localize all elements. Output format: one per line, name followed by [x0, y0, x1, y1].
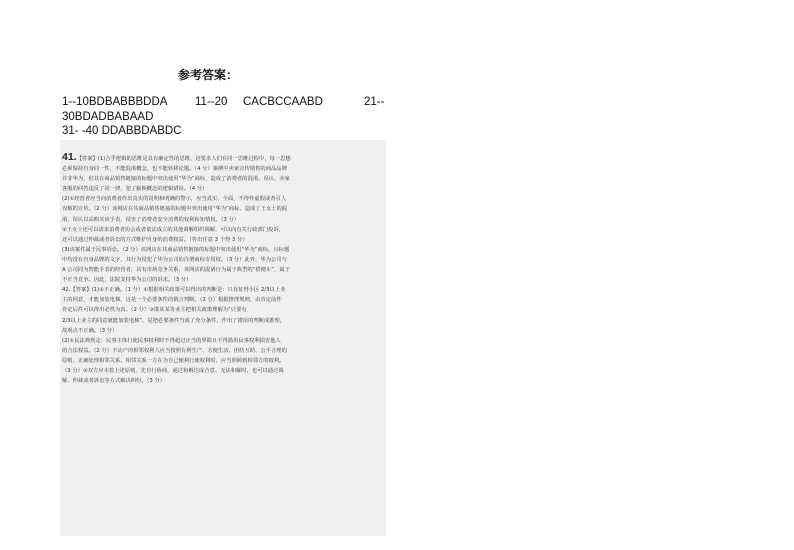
answer-explanations [62, 152, 384, 386]
q41-line: 41.【答案】(1)合乎逻辑的思维是具有确定性的思维，这要求人们在同一思维过程中，每一思想 [62, 152, 291, 163]
q42-line: 主的同意，才能加装电梯，这是一个必要条件的假言判断。（2 分）根据推理规则，由肯定前件 [62, 297, 282, 304]
q41-line: 误解的宣传。（2 分）该网店在其商品销售链接的标题中突出使用“华为”商标，造成了王女士的混 [62, 206, 288, 213]
q41-line: 还可以通过仲裁或者诉讼的方式维护自身的消费权益。（答出任意 3 个得 3 分） [62, 236, 248, 243]
answer-line-2: 30BDADBABAAD [62, 111, 154, 123]
q42-line: 解、仲裁或者诉讼等方式解决纠纷。（3 分） [62, 378, 166, 385]
answer-line-3: 31- -40 DDABBDABDC [62, 125, 182, 137]
q42-line: （3 分）②双方应本着上述原则，先自行协商，通过和解达成合意。无法和解时，也可以通过调 [62, 367, 284, 374]
q41-number: 41. [62, 152, 77, 163]
answer-range-1-10: 1--10BDBABBBDDA [62, 96, 168, 108]
q41-line: 并非华为，但其在商品销售链接的标题中突出使用“华为”商标，造成了消费者的混淆、误认，卖家 [62, 176, 290, 183]
q41-line: 客服的回答违反了同一律，犯了偷换概念的逻辑错误。（4 分） [62, 186, 208, 193]
q42-line: 42.【答案】(1)①不正确。（1 分）①根据相关政策可以得出的判断是：只有征得小区 2/3以上业 [62, 287, 286, 294]
q41-line: (3)该案件属于民事诉讼。（2 分）该网店在其商品销售链接的标题中突出使用“华为”商标，且标题 [62, 246, 290, 253]
q42-line: 原则，正确处理相邻关系。相邻关系一方在为自己便利行使权利时，应当照顾到相邻方的权利。 [62, 357, 285, 364]
q41-line: (2)①经营者应当向消费者作出真实的说明和明确的警示，应当真实、全面，不得作虚假或者引人 [62, 196, 287, 203]
answer-range-11-20-label: 11--20 [195, 96, 228, 108]
q41-line: ②王女士还可以请求消费者协会或者依法成立的其他调解组织调解，可以向有关行政部门投诉， [62, 226, 284, 233]
page-title: 参考答案： [178, 68, 239, 82]
q41-line: 不正当竞争。因此，法院支持华为公司的诉求。（3 分） [62, 277, 192, 284]
q41-line: 中均没有自身品牌的文字，其行为侵犯了华为公司的注册商标专用权。（3 分）此外，华为公司与 [62, 256, 287, 263]
q41-line: 淆、误认以高购买该手表，侵害了消费者安全消费的权利和知情权。（3 分） [62, 216, 240, 223]
q41-line: A 公司同为智能手表的经营者，具有市场竞争关系，该网店的混淆行为属于典型的“搭便车”，属于 [62, 267, 290, 274]
q42-line: 2/3以上业主的同意就能加装电梯”，是把必要条件当成了充分条件，作出了错误的判断或推理， [62, 317, 286, 324]
answer-range-21-label: 21-- [364, 96, 385, 108]
answer-range-11-20: CACBCCAABD [243, 96, 323, 108]
q42-line: 故观点不正确。（3 分） [62, 327, 118, 334]
q41-line: 必须保持自身同一性，不能混淆概念，也不能转移论题。（4 分）案例中卖家宣传销售的商品品牌 [62, 166, 287, 173]
q42-line: 的合法权益。（2 分）不动产的相邻权利人应当按照有利生产、方便生活、团结互助、公平合理的 [62, 347, 287, 354]
q42-line: 肯定后件可以得出必然为真。（2 分）③漆某某等业主把相关政策理解为“只要有 [62, 307, 247, 314]
q42-line: (2)①民法典规定：民事主体行使民事权利时不得超过正当的界限且不得滥用民事权利损害他人 [62, 337, 281, 344]
